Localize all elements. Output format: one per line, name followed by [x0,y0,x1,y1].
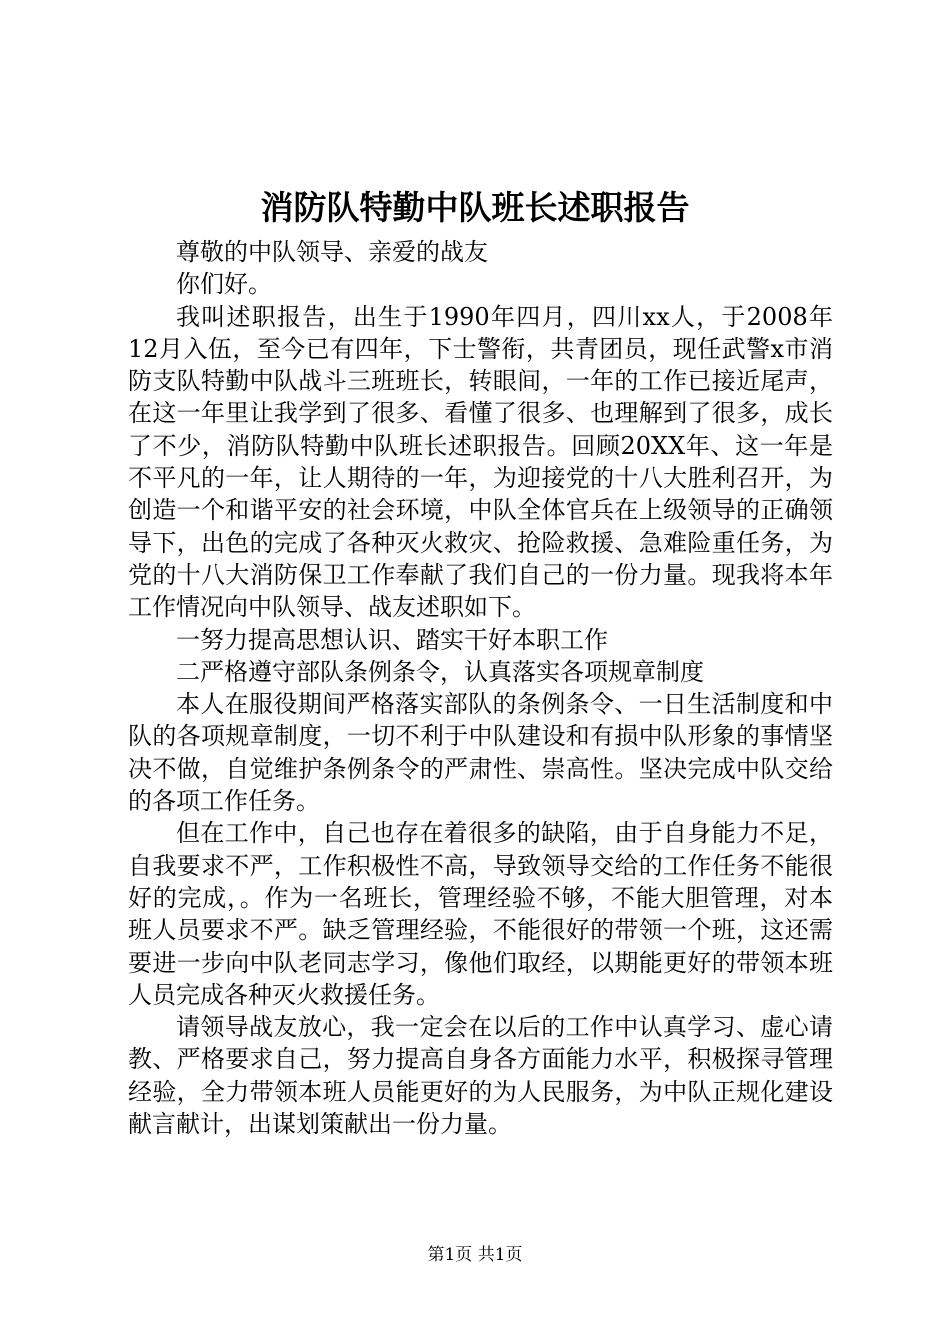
section-heading-2: 二严格遵守部队条例条令，认真落实各项规章制度 [176,657,704,686]
closing-paragraph: 请领导战友放心，我一定会在以后的工作中认真学习、虚心请教、严格要求自己，努力提高自身各方面能力水平，积极探寻管理经验，全力带领本班人员能更好的为人民服务，为中队正规化建设献言献计，出谋划策献出一份力量。 [128,1013,833,1139]
document-body [128,236,833,1140]
greeting: 尊敬的中队领导、亲爱的战友 [176,238,488,266]
section-heading-1: 一努力提高思想认识、踏实干好本职工作 [176,625,608,654]
greeting-line: 你们好。 [176,270,272,299]
page-number: 第1页 共1页 [427,1245,523,1265]
intro-paragraph: 我叫述职报告，出生于1990年四月，四川xx人，于2008年12月入伍，至今已有四年，下士警衔，共青团员，现任武警x市消防支队特勤中队战斗三班班长，转眼间，一年的工作已接近尾声，在这一年里让我学到了很多、看懂了很多、也理解到了很多，成长了不少，消防队特勤中队班长述职报告。回顾20XX年、这一年是不平凡的一年，让人期待的一年，为迎接党的十八大胜利召开，为创造一个和谐平安的社会环境，中队全体官兵在上级领导的正确领导下，出色的完成了各种灭火救灾、抢险救援、急难险重任务，为党的十八大消防保卫工作奉献了我们自己的一份力量。现我将本年工作情况向中队领导、战友述职如下。 [128,302,833,622]
document-title: 消防队特勤中队班长述职报告 [260,188,690,227]
body-paragraph: 但在工作中，自己也存在着很多的缺陷，由于自身能力不足，自我要求不严，工作积极性不高，导致领导交给的工作任务不能很好的完成，。作为一名班长，管理经验不够，不能大胆管理，对本班人员要求不严。缺乏管理经验，不能很好的带领一个班，这还需要进一步向中队老同志学习，像他们取经，以期能更好的带领本班人员完成各种灭火救援任务。 [128,819,833,1009]
body-paragraph: 本人在服役期间严格落实部队的条例条令、一日生活制度和中队的各项规章制度，一切不利于中队建设和有损中队形象的事情坚决不做，自觉维护条例条令的严肃性、崇高性。坚决完成中队交给的各项工作任务。 [128,690,833,816]
